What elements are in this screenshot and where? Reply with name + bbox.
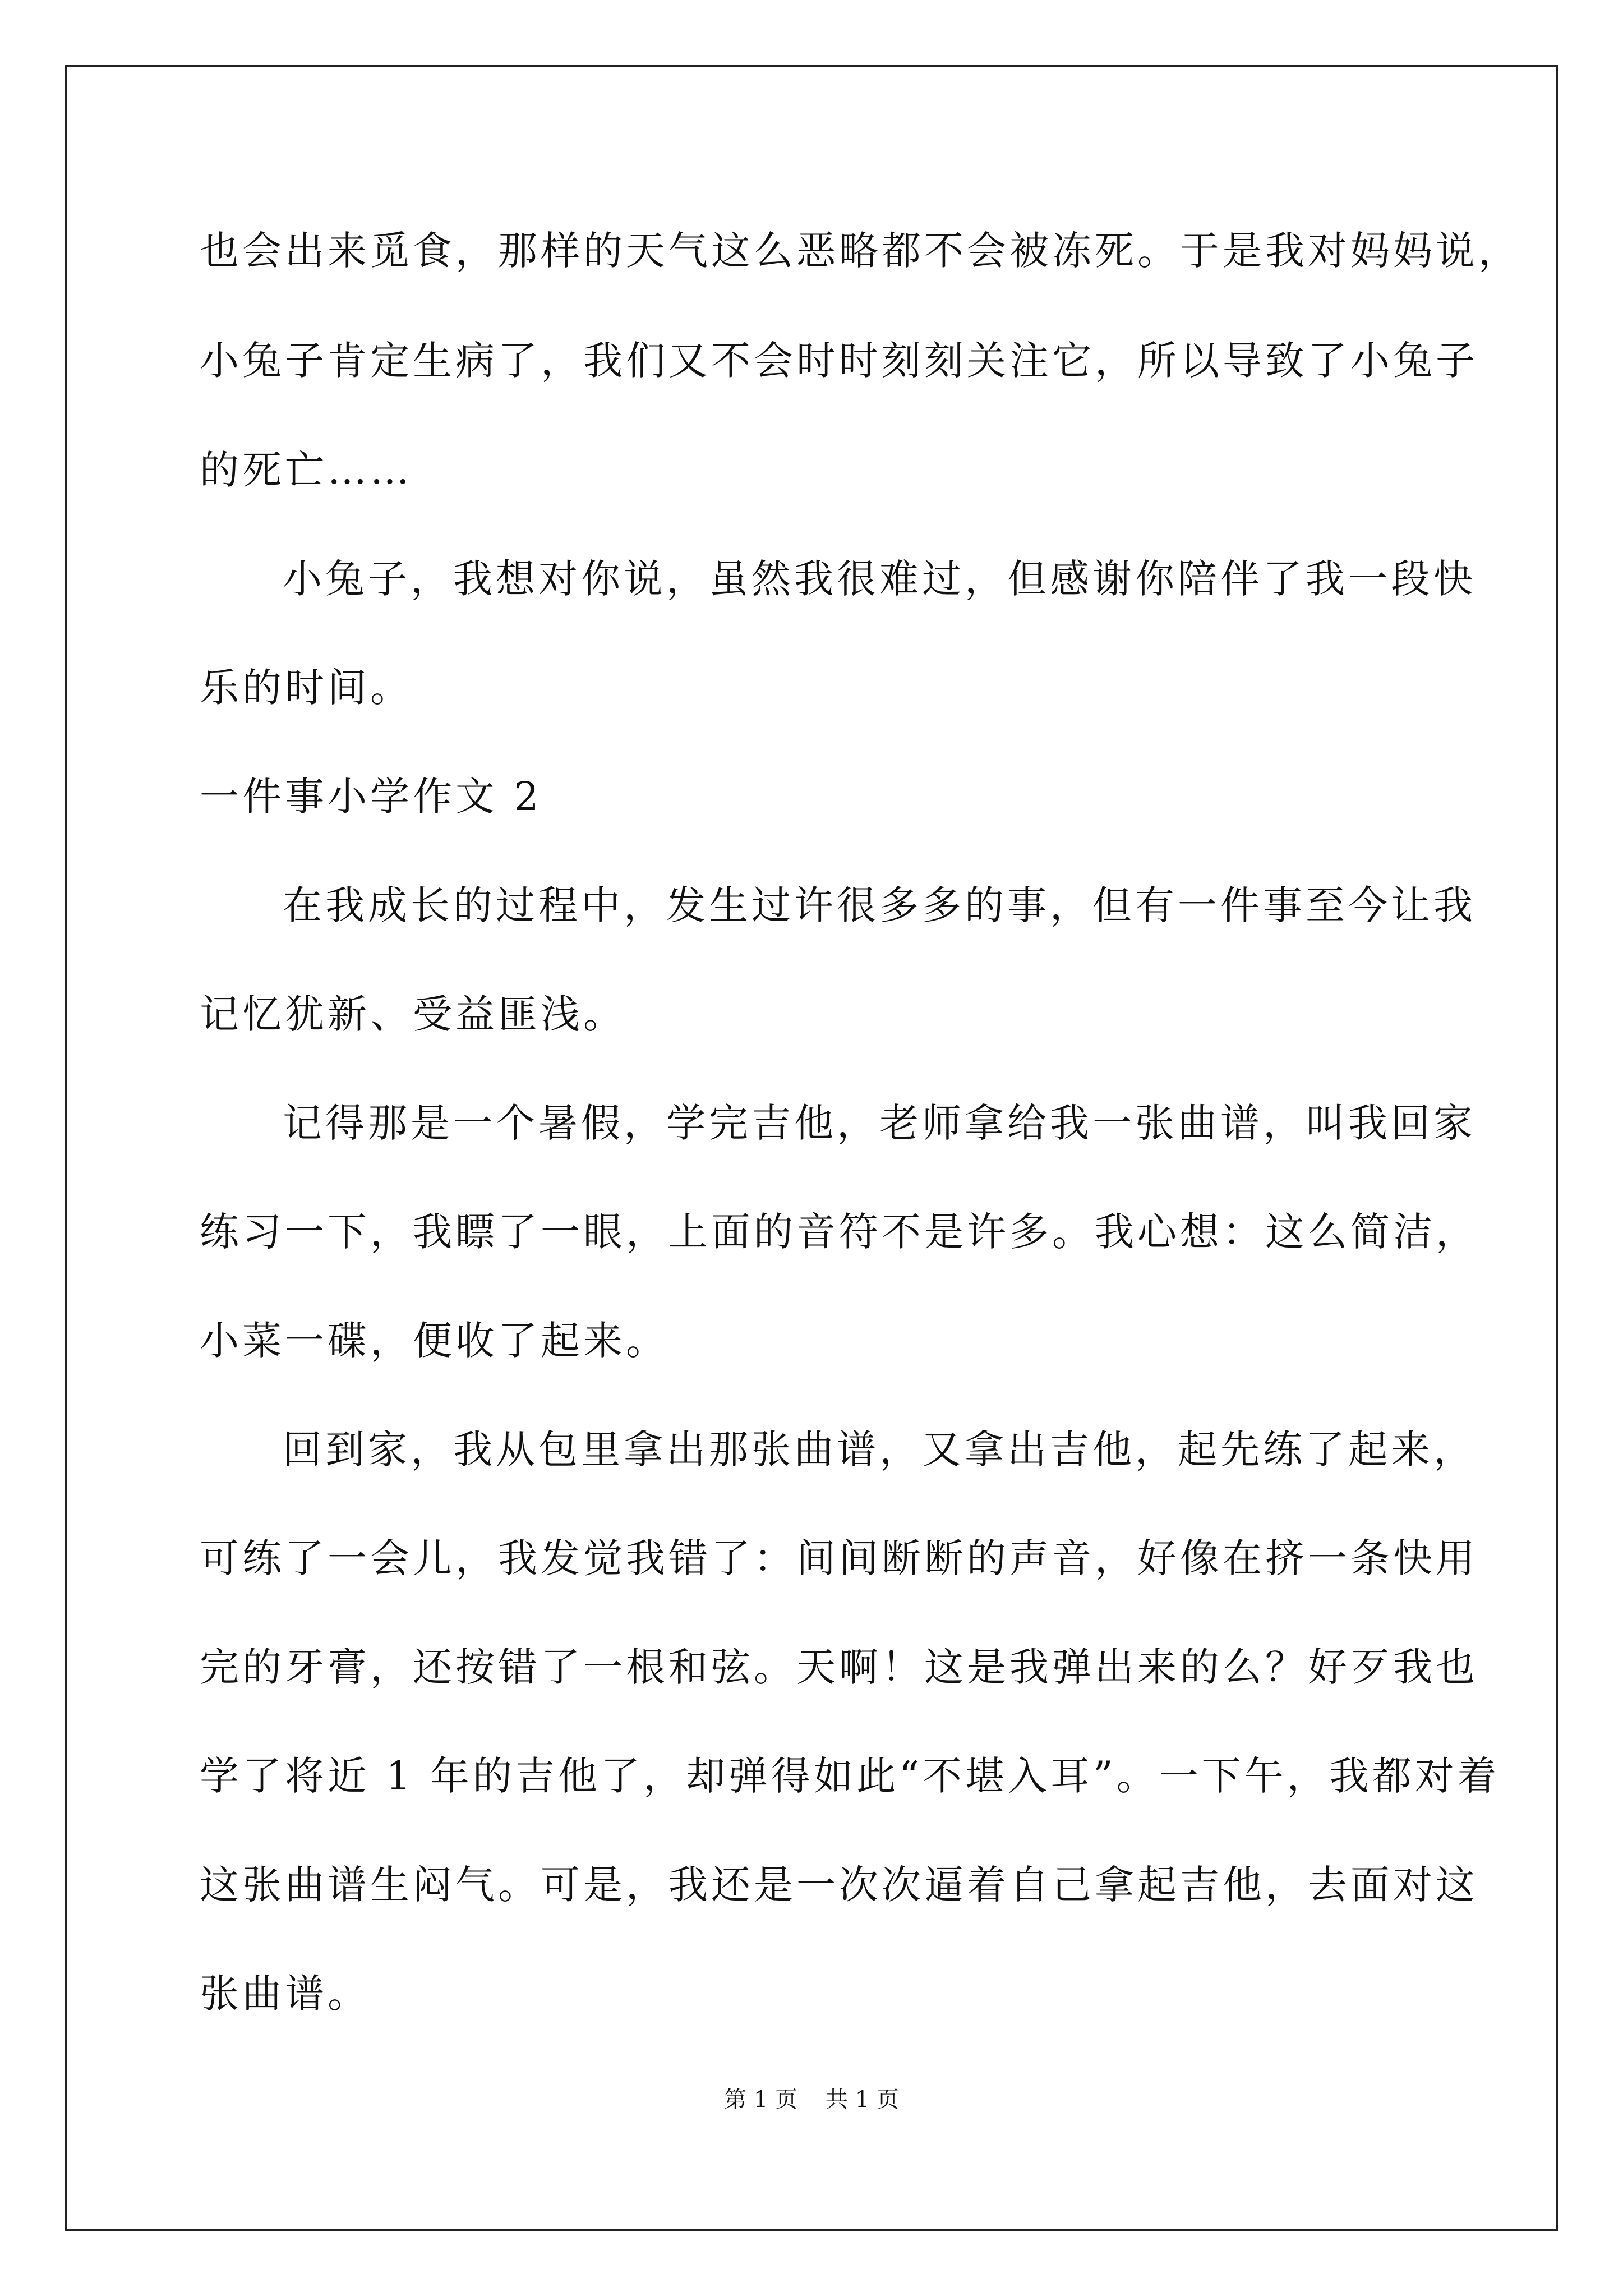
text-line: 的死亡…… [200, 447, 413, 493]
page-footer [0, 2083, 1623, 2116]
paragraph-start-line: 回到家，我从包里拿出那张曲谱，又拿出吉他，起先练了起来， [283, 1427, 1476, 1473]
paragraph-start-line: 小兔子，我想对你说，虽然我很难过，但感谢你陪伴了我一段快 [283, 556, 1476, 602]
text-line: 这张曲谱生闷气。可是，我还是一次次逼着自己拿起吉他，去面对这 [200, 1862, 1478, 1908]
text-line: 也会出来觅食，那样的天气这么恶略都不会被冻死。于是我对妈妈说， [200, 228, 1521, 274]
page-total: 共 1 页 [826, 2087, 899, 2113]
paragraph-start-line: 记得那是一个暑假，学完吉他，老师拿给我一张曲谱，叫我回家 [283, 1100, 1476, 1146]
text-line: 练习一下，我瞟了一眼，上面的音符不是许多。我心想：这么简洁， [200, 1209, 1478, 1255]
text-line: 小兔子肯定生病了，我们又不会时时刻刻关注它，所以导致了小兔子 [200, 338, 1478, 384]
text-line: 小菜一碟，便收了起来。 [200, 1318, 668, 1364]
text-line: 完的牙膏，还按错了一根和弦。天啊！这是我弹出来的么？好歹我也 [200, 1644, 1478, 1690]
section-title: 一件事小学作文 2 [200, 774, 542, 820]
text-line: 学了将近 1 年的吉他了，却弹得如此“不堪入耳”。一下午，我都对着 [200, 1753, 1500, 1799]
text-line: 张曲谱。 [200, 1971, 370, 2017]
paragraph-start-line: 在我成长的过程中，发生过许很多多的事，但有一件事至今让我 [283, 882, 1476, 928]
text-line: 乐的时间。 [200, 665, 413, 711]
page-number: 第 1 页 [724, 2087, 797, 2113]
text-line: 可练了一会儿，我发觉我错了：间间断断的声音，好像在挤一条快用 [200, 1535, 1478, 1581]
text-line: 记忆犹新、受益匪浅。 [200, 991, 626, 1037]
